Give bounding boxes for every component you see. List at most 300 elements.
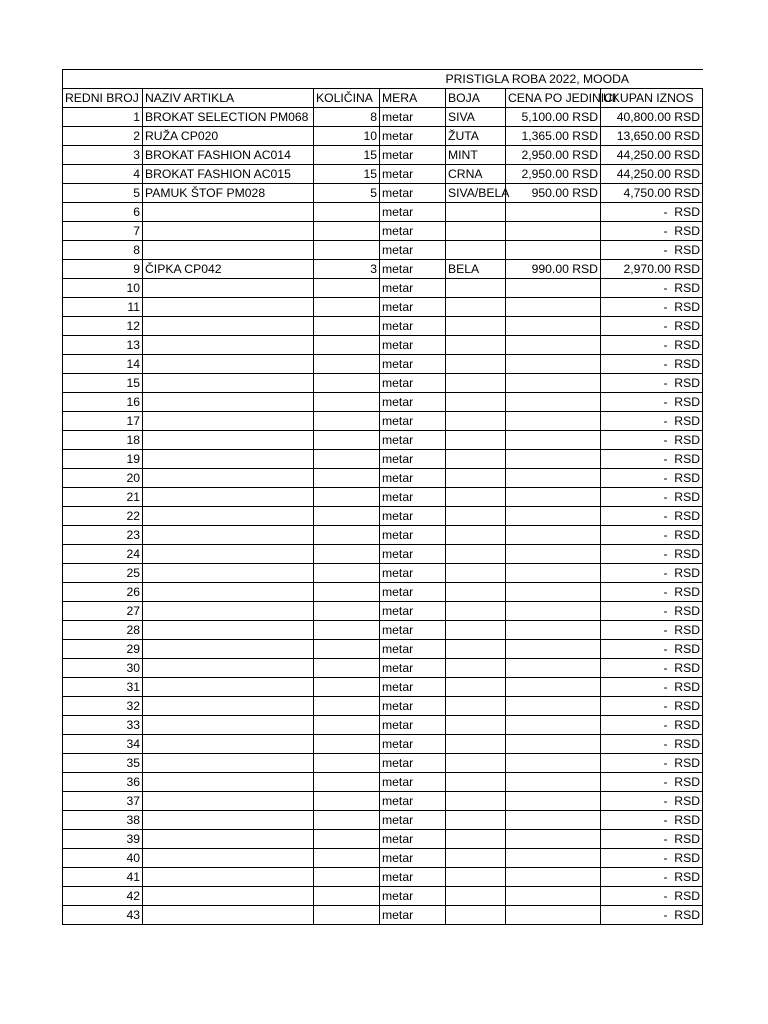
cell-mera[interactable]: metar (380, 526, 446, 545)
cell-ukupan-iznos[interactable]: - RSD (601, 678, 703, 697)
cell-cena-po-jedinici[interactable] (506, 355, 601, 374)
cell-naziv-artikla[interactable] (143, 621, 314, 640)
cell-mera[interactable]: metar (380, 241, 446, 260)
cell-cena-po-jedinici[interactable] (506, 526, 601, 545)
cell-redni-broj[interactable]: 31 (63, 678, 143, 697)
cell-redni-broj[interactable]: 5 (63, 184, 143, 203)
cell-cena-po-jedinici[interactable] (506, 849, 601, 868)
cell-redni-broj[interactable]: 20 (63, 469, 143, 488)
cell-kolicina[interactable] (314, 906, 380, 925)
cell-kolicina[interactable] (314, 830, 380, 849)
cell-redni-broj[interactable]: 4 (63, 165, 143, 184)
cell-naziv-artikla[interactable] (143, 374, 314, 393)
cell-cena-po-jedinici[interactable] (506, 887, 601, 906)
cell-cena-po-jedinici[interactable] (506, 412, 601, 431)
header-naziv-artikla[interactable]: NAZIV ARTIKLA (143, 89, 314, 108)
cell-redni-broj[interactable]: 32 (63, 697, 143, 716)
cell-ukupan-iznos[interactable]: - RSD (601, 317, 703, 336)
cell-redni-broj[interactable]: 2 (63, 127, 143, 146)
cell-ukupan-iznos[interactable]: - RSD (601, 773, 703, 792)
cell-boja[interactable] (446, 374, 506, 393)
cell-cena-po-jedinici[interactable] (506, 621, 601, 640)
cell-naziv-artikla[interactable] (143, 697, 314, 716)
cell-naziv-artikla[interactable] (143, 811, 314, 830)
cell-mera[interactable]: metar (380, 469, 446, 488)
cell-kolicina[interactable] (314, 868, 380, 887)
cell-mera[interactable]: metar (380, 830, 446, 849)
cell-mera[interactable]: metar (380, 697, 446, 716)
cell-kolicina[interactable] (314, 317, 380, 336)
cell-boja[interactable] (446, 241, 506, 260)
cell-ukupan-iznos[interactable]: - RSD (601, 583, 703, 602)
cell-mera[interactable]: metar (380, 716, 446, 735)
cell-ukupan-iznos[interactable]: - RSD (601, 412, 703, 431)
cell-redni-broj[interactable]: 23 (63, 526, 143, 545)
header-redni-broj[interactable]: REDNI BROJ (63, 89, 143, 108)
cell-ukupan-iznos[interactable]: - RSD (601, 735, 703, 754)
cell-ukupan-iznos[interactable]: - RSD (601, 450, 703, 469)
cell-mera[interactable]: metar (380, 108, 446, 127)
cell-mera[interactable]: metar (380, 450, 446, 469)
cell-redni-broj[interactable]: 9 (63, 260, 143, 279)
cell-boja[interactable] (446, 773, 506, 792)
cell-redni-broj[interactable]: 26 (63, 583, 143, 602)
cell-boja[interactable] (446, 868, 506, 887)
cell-mera[interactable]: metar (380, 260, 446, 279)
cell-ukupan-iznos[interactable]: 44,250.00 RSD (601, 146, 703, 165)
cell-ukupan-iznos[interactable]: 13,650.00 RSD (601, 127, 703, 146)
cell-kolicina[interactable] (314, 203, 380, 222)
cell-boja[interactable] (446, 678, 506, 697)
cell-kolicina[interactable] (314, 336, 380, 355)
cell-cena-po-jedinici[interactable] (506, 203, 601, 222)
cell-boja[interactable] (446, 640, 506, 659)
cell-kolicina[interactable] (314, 412, 380, 431)
cell-boja[interactable] (446, 659, 506, 678)
cell-cena-po-jedinici[interactable] (506, 792, 601, 811)
cell-ukupan-iznos[interactable]: - RSD (601, 488, 703, 507)
cell-naziv-artikla[interactable] (143, 336, 314, 355)
header-cena-po-jedinici[interactable]: CENA PO JEDINICI (506, 89, 601, 108)
cell-boja[interactable]: CRNA (446, 165, 506, 184)
cell-boja[interactable]: ŽUTA (446, 127, 506, 146)
cell-redni-broj[interactable]: 22 (63, 507, 143, 526)
cell-naziv-artikla[interactable] (143, 507, 314, 526)
cell-ukupan-iznos[interactable]: - RSD (601, 640, 703, 659)
cell-kolicina[interactable] (314, 431, 380, 450)
cell-kolicina[interactable] (314, 469, 380, 488)
cell-boja[interactable] (446, 317, 506, 336)
cell-naziv-artikla[interactable] (143, 849, 314, 868)
cell-naziv-artikla[interactable] (143, 431, 314, 450)
cell-boja[interactable] (446, 583, 506, 602)
cell-naziv-artikla[interactable] (143, 583, 314, 602)
cell-redni-broj[interactable]: 28 (63, 621, 143, 640)
cell-ukupan-iznos[interactable]: - RSD (601, 203, 703, 222)
cell-cena-po-jedinici[interactable] (506, 754, 601, 773)
cell-cena-po-jedinici[interactable] (506, 374, 601, 393)
cell-mera[interactable]: metar (380, 146, 446, 165)
cell-naziv-artikla[interactable] (143, 298, 314, 317)
cell-kolicina[interactable] (314, 374, 380, 393)
cell-naziv-artikla[interactable] (143, 545, 314, 564)
title-cell-empty[interactable] (380, 70, 446, 89)
cell-kolicina[interactable] (314, 640, 380, 659)
cell-kolicina[interactable] (314, 792, 380, 811)
cell-mera[interactable]: metar (380, 659, 446, 678)
cell-mera[interactable]: metar (380, 602, 446, 621)
cell-ukupan-iznos[interactable]: - RSD (601, 811, 703, 830)
cell-boja[interactable] (446, 488, 506, 507)
cell-cena-po-jedinici[interactable] (506, 697, 601, 716)
cell-cena-po-jedinici[interactable] (506, 583, 601, 602)
cell-cena-po-jedinici[interactable] (506, 393, 601, 412)
cell-boja[interactable]: SIVA (446, 108, 506, 127)
cell-cena-po-jedinici[interactable] (506, 602, 601, 621)
cell-cena-po-jedinici[interactable] (506, 640, 601, 659)
cell-redni-broj[interactable]: 10 (63, 279, 143, 298)
cell-naziv-artikla[interactable] (143, 488, 314, 507)
cell-ukupan-iznos[interactable]: - RSD (601, 659, 703, 678)
cell-mera[interactable]: metar (380, 735, 446, 754)
cell-mera[interactable]: metar (380, 621, 446, 640)
cell-mera[interactable]: metar (380, 792, 446, 811)
cell-ukupan-iznos[interactable]: - RSD (601, 697, 703, 716)
cell-kolicina[interactable] (314, 564, 380, 583)
cell-naziv-artikla[interactable] (143, 355, 314, 374)
cell-boja[interactable] (446, 203, 506, 222)
cell-cena-po-jedinici[interactable] (506, 488, 601, 507)
cell-mera[interactable]: metar (380, 773, 446, 792)
cell-redni-broj[interactable]: 24 (63, 545, 143, 564)
cell-boja[interactable] (446, 545, 506, 564)
cell-boja[interactable] (446, 830, 506, 849)
cell-kolicina[interactable]: 15 (314, 165, 380, 184)
cell-redni-broj[interactable]: 14 (63, 355, 143, 374)
cell-kolicina[interactable] (314, 811, 380, 830)
cell-cena-po-jedinici[interactable] (506, 735, 601, 754)
cell-cena-po-jedinici[interactable]: 2,950.00 RSD (506, 146, 601, 165)
cell-kolicina[interactable] (314, 716, 380, 735)
cell-naziv-artikla[interactable] (143, 241, 314, 260)
cell-kolicina[interactable]: 3 (314, 260, 380, 279)
cell-cena-po-jedinici[interactable]: 5,100.00 RSD (506, 108, 601, 127)
cell-boja[interactable] (446, 431, 506, 450)
cell-boja[interactable]: BELA (446, 260, 506, 279)
cell-kolicina[interactable]: 8 (314, 108, 380, 127)
cell-kolicina[interactable] (314, 488, 380, 507)
cell-ukupan-iznos[interactable]: - RSD (601, 279, 703, 298)
cell-redni-broj[interactable]: 35 (63, 754, 143, 773)
sheet-title[interactable]: PRISTIGLA ROBA 2022, MOODA (446, 70, 703, 89)
cell-mera[interactable]: metar (380, 298, 446, 317)
cell-cena-po-jedinici[interactable] (506, 450, 601, 469)
cell-boja[interactable] (446, 222, 506, 241)
cell-kolicina[interactable]: 15 (314, 146, 380, 165)
cell-naziv-artikla[interactable] (143, 412, 314, 431)
cell-ukupan-iznos[interactable]: - RSD (601, 602, 703, 621)
cell-ukupan-iznos[interactable]: - RSD (601, 355, 703, 374)
cell-cena-po-jedinici[interactable] (506, 830, 601, 849)
cell-redni-broj[interactable]: 12 (63, 317, 143, 336)
cell-ukupan-iznos[interactable]: - RSD (601, 374, 703, 393)
cell-redni-broj[interactable]: 1 (63, 108, 143, 127)
cell-ukupan-iznos[interactable]: - RSD (601, 222, 703, 241)
cell-cena-po-jedinici[interactable] (506, 241, 601, 260)
cell-ukupan-iznos[interactable]: - RSD (601, 564, 703, 583)
cell-cena-po-jedinici[interactable] (506, 811, 601, 830)
cell-naziv-artikla[interactable] (143, 716, 314, 735)
cell-cena-po-jedinici[interactable] (506, 868, 601, 887)
cell-naziv-artikla[interactable] (143, 203, 314, 222)
header-boja[interactable]: BOJA (446, 89, 506, 108)
cell-boja[interactable] (446, 279, 506, 298)
cell-cena-po-jedinici[interactable] (506, 773, 601, 792)
cell-redni-broj[interactable]: 21 (63, 488, 143, 507)
cell-boja[interactable] (446, 716, 506, 735)
cell-redni-broj[interactable]: 6 (63, 203, 143, 222)
cell-redni-broj[interactable]: 16 (63, 393, 143, 412)
cell-mera[interactable]: metar (380, 336, 446, 355)
cell-naziv-artikla[interactable] (143, 887, 314, 906)
cell-mera[interactable]: metar (380, 431, 446, 450)
cell-cena-po-jedinici[interactable] (506, 906, 601, 925)
cell-boja[interactable] (446, 450, 506, 469)
cell-ukupan-iznos[interactable]: - RSD (601, 431, 703, 450)
cell-boja[interactable] (446, 697, 506, 716)
cell-ukupan-iznos[interactable]: - RSD (601, 336, 703, 355)
cell-boja[interactable] (446, 564, 506, 583)
cell-ukupan-iznos[interactable]: - RSD (601, 887, 703, 906)
cell-cena-po-jedinici[interactable]: 1,365.00 RSD (506, 127, 601, 146)
cell-ukupan-iznos[interactable]: - RSD (601, 716, 703, 735)
cell-naziv-artikla[interactable] (143, 450, 314, 469)
cell-kolicina[interactable] (314, 298, 380, 317)
cell-naziv-artikla[interactable]: BROKAT FASHION AC015 (143, 165, 314, 184)
header-mera[interactable]: MERA (380, 89, 446, 108)
cell-cena-po-jedinici[interactable] (506, 659, 601, 678)
title-cell-empty[interactable] (314, 70, 380, 89)
cell-redni-broj[interactable]: 15 (63, 374, 143, 393)
cell-naziv-artikla[interactable] (143, 564, 314, 583)
cell-cena-po-jedinici[interactable] (506, 336, 601, 355)
cell-naziv-artikla[interactable]: ČIPKA CP042 (143, 260, 314, 279)
cell-kolicina[interactable] (314, 241, 380, 260)
cell-redni-broj[interactable]: 36 (63, 773, 143, 792)
cell-naziv-artikla[interactable] (143, 754, 314, 773)
cell-ukupan-iznos[interactable]: - RSD (601, 241, 703, 260)
cell-ukupan-iznos[interactable]: 4,750.00 RSD (601, 184, 703, 203)
cell-cena-po-jedinici[interactable] (506, 222, 601, 241)
header-ukupan-iznos[interactable]: UKUPAN IZNOS (601, 89, 703, 108)
cell-boja[interactable]: SIVA/BELA (446, 184, 506, 203)
cell-redni-broj[interactable]: 7 (63, 222, 143, 241)
title-cell-empty[interactable] (63, 70, 143, 89)
cell-cena-po-jedinici[interactable] (506, 469, 601, 488)
cell-redni-broj[interactable]: 39 (63, 830, 143, 849)
cell-ukupan-iznos[interactable]: - RSD (601, 792, 703, 811)
cell-boja[interactable] (446, 754, 506, 773)
cell-cena-po-jedinici[interactable] (506, 298, 601, 317)
cell-naziv-artikla[interactable] (143, 906, 314, 925)
cell-redni-broj[interactable]: 8 (63, 241, 143, 260)
cell-boja[interactable] (446, 811, 506, 830)
cell-cena-po-jedinici[interactable] (506, 507, 601, 526)
cell-kolicina[interactable] (314, 222, 380, 241)
cell-cena-po-jedinici[interactable]: 2,950.00 RSD (506, 165, 601, 184)
cell-naziv-artikla[interactable]: RUŽA CP020 (143, 127, 314, 146)
cell-redni-broj[interactable]: 29 (63, 640, 143, 659)
cell-boja[interactable] (446, 393, 506, 412)
cell-naziv-artikla[interactable] (143, 735, 314, 754)
cell-cena-po-jedinici[interactable] (506, 279, 601, 298)
cell-redni-broj[interactable]: 41 (63, 868, 143, 887)
cell-naziv-artikla[interactable] (143, 317, 314, 336)
cell-boja[interactable] (446, 887, 506, 906)
cell-ukupan-iznos[interactable]: - RSD (601, 507, 703, 526)
cell-boja[interactable] (446, 412, 506, 431)
cell-kolicina[interactable] (314, 621, 380, 640)
cell-kolicina[interactable] (314, 754, 380, 773)
cell-boja[interactable] (446, 355, 506, 374)
cell-redni-broj[interactable]: 40 (63, 849, 143, 868)
cell-naziv-artikla[interactable] (143, 222, 314, 241)
cell-mera[interactable]: metar (380, 545, 446, 564)
cell-mera[interactable]: metar (380, 887, 446, 906)
cell-naziv-artikla[interactable] (143, 792, 314, 811)
cell-mera[interactable]: metar (380, 488, 446, 507)
cell-ukupan-iznos[interactable]: - RSD (601, 621, 703, 640)
cell-mera[interactable]: metar (380, 184, 446, 203)
cell-naziv-artikla[interactable] (143, 678, 314, 697)
cell-ukupan-iznos[interactable]: - RSD (601, 469, 703, 488)
cell-boja[interactable] (446, 298, 506, 317)
cell-ukupan-iznos[interactable]: - RSD (601, 849, 703, 868)
cell-redni-broj[interactable]: 13 (63, 336, 143, 355)
cell-ukupan-iznos[interactable]: 40,800.00 RSD (601, 108, 703, 127)
title-cell-empty[interactable] (143, 70, 314, 89)
cell-kolicina[interactable]: 10 (314, 127, 380, 146)
cell-naziv-artikla[interactable] (143, 659, 314, 678)
cell-cena-po-jedinici[interactable] (506, 545, 601, 564)
cell-boja[interactable] (446, 849, 506, 868)
cell-redni-broj[interactable]: 42 (63, 887, 143, 906)
cell-boja[interactable] (446, 602, 506, 621)
cell-naziv-artikla[interactable]: BROKAT SELECTION PM068 (143, 108, 314, 127)
cell-boja[interactable] (446, 469, 506, 488)
cell-mera[interactable]: metar (380, 811, 446, 830)
cell-naziv-artikla[interactable] (143, 868, 314, 887)
cell-kolicina[interactable] (314, 507, 380, 526)
cell-mera[interactable]: metar (380, 222, 446, 241)
cell-mera[interactable]: metar (380, 374, 446, 393)
cell-boja[interactable]: MINT (446, 146, 506, 165)
cell-kolicina[interactable] (314, 545, 380, 564)
cell-ukupan-iznos[interactable]: - RSD (601, 545, 703, 564)
cell-mera[interactable]: metar (380, 165, 446, 184)
cell-ukupan-iznos[interactable]: - RSD (601, 298, 703, 317)
cell-mera[interactable]: metar (380, 906, 446, 925)
cell-redni-broj[interactable]: 30 (63, 659, 143, 678)
cell-mera[interactable]: metar (380, 279, 446, 298)
cell-kolicina[interactable] (314, 526, 380, 545)
cell-mera[interactable]: metar (380, 507, 446, 526)
cell-naziv-artikla[interactable] (143, 602, 314, 621)
cell-naziv-artikla[interactable]: BROKAT FASHION AC014 (143, 146, 314, 165)
cell-kolicina[interactable] (314, 355, 380, 374)
cell-boja[interactable] (446, 526, 506, 545)
cell-boja[interactable] (446, 507, 506, 526)
cell-naziv-artikla[interactable] (143, 469, 314, 488)
cell-naziv-artikla[interactable]: PAMUK ŠTOF PM028 (143, 184, 314, 203)
cell-mera[interactable]: metar (380, 203, 446, 222)
cell-mera[interactable]: metar (380, 640, 446, 659)
cell-boja[interactable] (446, 735, 506, 754)
cell-kolicina[interactable] (314, 583, 380, 602)
cell-kolicina[interactable] (314, 697, 380, 716)
cell-redni-broj[interactable]: 27 (63, 602, 143, 621)
cell-redni-broj[interactable]: 43 (63, 906, 143, 925)
cell-boja[interactable] (446, 792, 506, 811)
cell-naziv-artikla[interactable] (143, 393, 314, 412)
cell-cena-po-jedinici[interactable]: 950.00 RSD (506, 184, 601, 203)
cell-redni-broj[interactable]: 34 (63, 735, 143, 754)
cell-redni-broj[interactable]: 17 (63, 412, 143, 431)
cell-kolicina[interactable] (314, 450, 380, 469)
cell-naziv-artikla[interactable] (143, 773, 314, 792)
cell-ukupan-iznos[interactable]: - RSD (601, 906, 703, 925)
cell-redni-broj[interactable]: 38 (63, 811, 143, 830)
cell-kolicina[interactable] (314, 849, 380, 868)
cell-cena-po-jedinici[interactable] (506, 678, 601, 697)
cell-cena-po-jedinici[interactable] (506, 431, 601, 450)
cell-redni-broj[interactable]: 11 (63, 298, 143, 317)
cell-redni-broj[interactable]: 18 (63, 431, 143, 450)
cell-cena-po-jedinici[interactable] (506, 564, 601, 583)
cell-kolicina[interactable] (314, 887, 380, 906)
cell-mera[interactable]: metar (380, 754, 446, 773)
cell-mera[interactable]: metar (380, 868, 446, 887)
cell-redni-broj[interactable]: 25 (63, 564, 143, 583)
cell-mera[interactable]: metar (380, 583, 446, 602)
cell-cena-po-jedinici[interactable] (506, 716, 601, 735)
cell-kolicina[interactable] (314, 659, 380, 678)
cell-mera[interactable]: metar (380, 849, 446, 868)
cell-mera[interactable]: metar (380, 355, 446, 374)
cell-redni-broj[interactable]: 37 (63, 792, 143, 811)
cell-boja[interactable] (446, 621, 506, 640)
cell-mera[interactable]: metar (380, 393, 446, 412)
cell-kolicina[interactable] (314, 735, 380, 754)
cell-naziv-artikla[interactable] (143, 640, 314, 659)
cell-naziv-artikla[interactable] (143, 830, 314, 849)
cell-kolicina[interactable] (314, 602, 380, 621)
cell-ukupan-iznos[interactable]: 44,250.00 RSD (601, 165, 703, 184)
cell-ukupan-iznos[interactable]: 2,970.00 RSD (601, 260, 703, 279)
cell-redni-broj[interactable]: 33 (63, 716, 143, 735)
cell-kolicina[interactable] (314, 279, 380, 298)
cell-ukupan-iznos[interactable]: - RSD (601, 830, 703, 849)
cell-naziv-artikla[interactable] (143, 279, 314, 298)
cell-ukupan-iznos[interactable]: - RSD (601, 393, 703, 412)
cell-cena-po-jedinici[interactable]: 990.00 RSD (506, 260, 601, 279)
cell-ukupan-iznos[interactable]: - RSD (601, 526, 703, 545)
cell-kolicina[interactable] (314, 773, 380, 792)
cell-mera[interactable]: metar (380, 678, 446, 697)
cell-mera[interactable]: metar (380, 127, 446, 146)
cell-ukupan-iznos[interactable]: - RSD (601, 868, 703, 887)
cell-redni-broj[interactable]: 3 (63, 146, 143, 165)
